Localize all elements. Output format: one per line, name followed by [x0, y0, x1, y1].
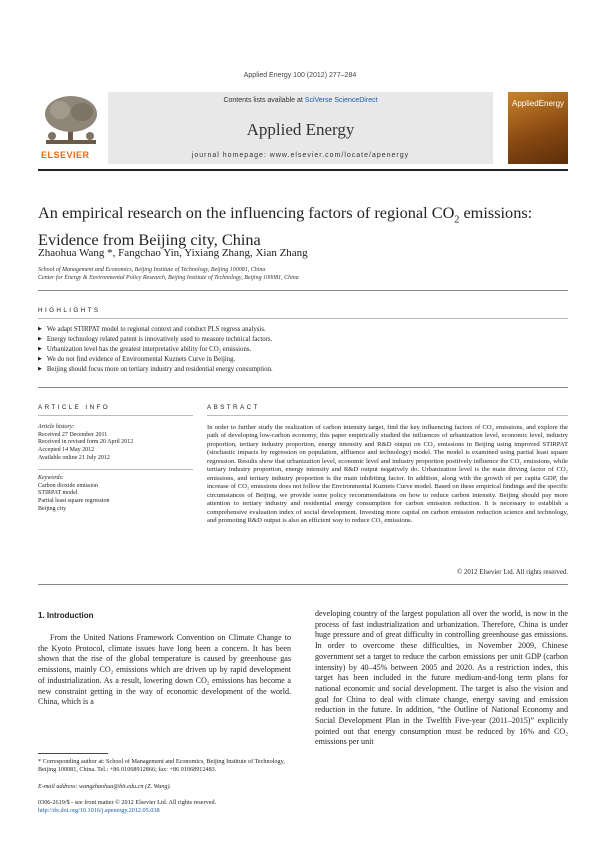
divider	[38, 415, 193, 416]
elsevier-tree-logo	[38, 92, 104, 164]
highlights-list	[38, 325, 568, 375]
history-accepted: Accepted 14 May 2012	[38, 447, 95, 454]
journal-cover-image	[508, 92, 568, 164]
highlight-item: ▶ Energy technology related patent is innovatively used to measure technical factors.	[38, 335, 568, 345]
author-email: E-mail address: wangzhaohua@bit.edu.cn (Z. Wang).	[38, 783, 172, 790]
doi-link[interactable]: http://dx.doi.org/10.1016/j.apenergy.2012.05.038	[38, 807, 160, 814]
masthead-divider	[38, 169, 568, 171]
abstract-heading: ABSTRACT	[207, 404, 260, 411]
affiliation-2: Center for Energy & Environmental Policy Research, Beijing Institute of Technology, Beijing 100081, China	[38, 275, 299, 281]
history-received: Received 27 December 2011	[38, 431, 108, 438]
corresponding-author-note: * Corresponding author at: School of Management and Economics, Beijing Institute of Technology, Beijing 100081, China. Tel.: +86 01068912866; fax: +86 01068912483.	[38, 758, 285, 773]
divider	[38, 290, 568, 291]
keyword: Carbon dioxide emission	[38, 482, 98, 489]
contents-line	[108, 97, 493, 104]
keywords-label: Keywords:	[38, 475, 64, 481]
highlights-heading: HIGHLIGHTS	[38, 307, 101, 314]
divider	[38, 318, 568, 319]
keywords-block	[38, 475, 193, 514]
journal-reference: Applied Energy 100 (2012) 277–284	[243, 72, 357, 79]
divider	[38, 469, 193, 470]
article-footer	[38, 799, 216, 815]
journal-homepage[interactable]: journal homepage: www.elsevier.com/locate/apenergy	[191, 152, 410, 159]
contents-prefix: Contents lists available at	[223, 97, 305, 104]
body-paragraph-left: From the United Nations Framework Convention on Climate Change to the Kyoto Protocol, climate issues have long been a concern. It has been shown that the rise of the global temperature is caused by greenhouse gas emissions, mainly CO₂ emissions which are driven up by rapid development of industrialization. As a result, lowering down CO₂ emissions has become a new constraint getting in the way of economic development of the world. China, which is a	[38, 633, 291, 707]
keyword: Beijing city	[38, 505, 67, 512]
article-history	[38, 424, 193, 463]
divider	[207, 415, 568, 416]
highlight-item: ▶ We adapt STIRPAT model to regional context and conduct PLS regress analysis.	[38, 325, 568, 335]
abstract-text: In order to further study the realization of carbon intensity target, find the key influencing factors of CO₂ emissions, and explore the path of developing low-carbon economy, this paper empirically studied the influences of urbanization level, economic level, industry proportion, tertiary industry proportion, energy intensity and R&D output on CO₂ emissions in Beijing using improved STIRPAT (stochastic impacts by regression on population, affluence and technology) model. The model is examined using partial least square regression. Results show that urbanization level, economic level and industry proportion positively influence the CO₂ emissions, while tertiary industry proportion, energy intensity and R&D output negatively do. Urbanization level is the main driving factor of CO₂ emissions, and tertiary industry proportion is the main inhibiting factor. In addition, along with the growth of per capita GDP, the increase of CO₂ emissions does not follow the Environmental Kuznets Curve model. Based on these empirical findings and the specific circumstances of Beijing, we provide some policy recommendations on how to reduce carbon intensity. Beijing should pay more attention to tertiary industry and residential energy consumption for carbon emission reduction. It is necessary to establish a comprehensive evaluation index of social development. Investing more capital on carbon emission reduction science and technology, and promoting R&D output is also an efficient way to reduce CO₂ emissions.	[207, 424, 568, 525]
history-label: Article history:	[38, 424, 75, 430]
divider	[38, 584, 568, 585]
article-info-heading: ARTICLE INFO	[38, 404, 111, 411]
affiliation-1: School of Management and Economics, Beijing Institute of Technology, Beijing 100081, China	[38, 267, 266, 273]
highlight-item: ▶ Urbanization level has the greatest interpretative ability for CO₂ emissions.	[38, 345, 568, 355]
body-paragraph-right: developing country of the largest population all over the world, is now in the process of fast industrialization and urbanization. Therefore, China is under huge pressure and of great difficulty in controlling greenhouse gas emissions. In order to overcome these difficulties, in November 2009, Chinese government set a target to reduce the carbon emissions per unit GDP (carbon intensity) by 40–45% between 2005 and 2020. As a restriction index, this target has been included in the future medium-and-long term plans for national economic and social development. The target is also the vision and goal for China to deal with climate change, energy saving and emission reduction in the future. In addition, “the Outline of National Economy and Social Development Plan in the Twelfth Five-year (2011–2015)” explicitly pointed out that energy consumption must be reduced by 16% and CO₂ emissions per unit	[315, 609, 568, 747]
divider	[38, 387, 568, 388]
author-list: Zhaohua Wang *, Fangchao Yin, Yixiang Zhang, Xian Zhang	[38, 247, 308, 259]
issn-line: 0306-2619/$ - see front matter © 2012 Elsevier Ltd. All rights reserved.	[38, 799, 217, 806]
history-online: Available online 21 July 2012	[38, 454, 110, 461]
keyword: STIRPAT model	[38, 490, 78, 497]
copyright-notice: © 2012 Elsevier Ltd. All rights reserved.	[457, 569, 568, 576]
journal-masthead	[38, 92, 568, 164]
highlight-item: ▶ Beijing should focus more on tertiary industry and residential energy consumption.	[38, 365, 568, 375]
section-heading: 1. Introduction	[38, 611, 94, 620]
journal-title: Applied Energy	[246, 120, 355, 139]
highlight-item: ▶ We do not find evidence of Environmental Kuznets Curve in Beijing.	[38, 355, 568, 365]
cover-title: AppliedEnergy	[512, 99, 565, 108]
article-title: An empirical research on the influencing factors of regional $CO_2$ emissions: Evidence from Beijing city, China	[38, 203, 533, 250]
sciencedirect-link[interactable]: SciVerse ScienceDirect	[304, 97, 378, 104]
history-revised: Received in revised form 20 April 2012	[38, 439, 134, 446]
footnote-divider	[38, 753, 108, 754]
keyword: Partial least square regression	[38, 498, 110, 505]
publisher-name: ELSEVIER	[41, 150, 90, 160]
journal-banner	[108, 92, 493, 164]
